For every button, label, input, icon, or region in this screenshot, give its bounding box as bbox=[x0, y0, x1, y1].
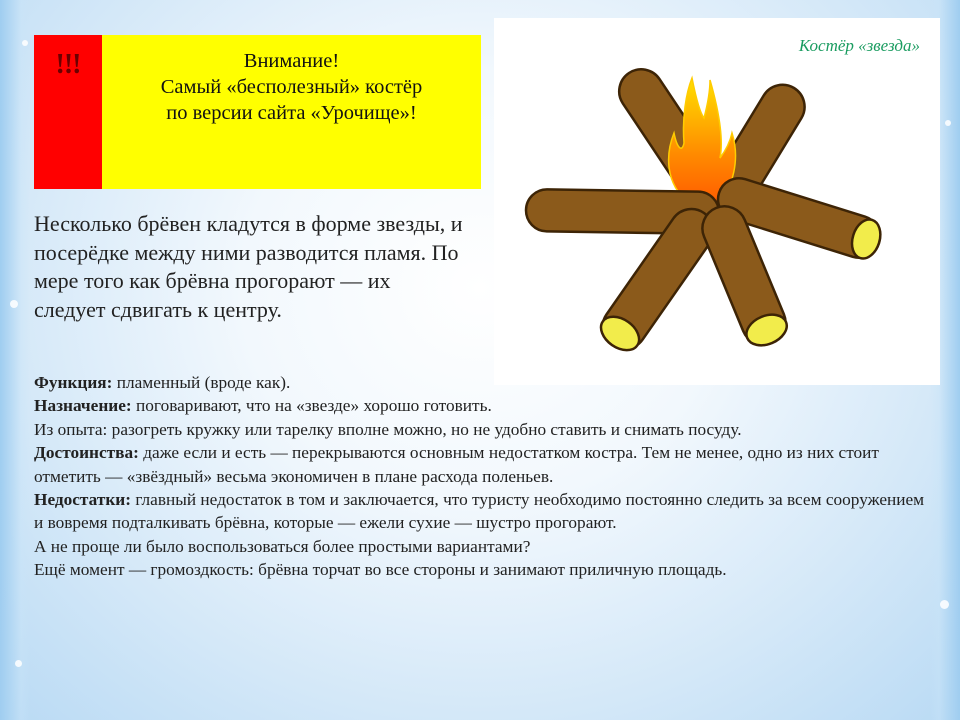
details-label: Достоинства: bbox=[34, 443, 139, 463]
campfire-illustration bbox=[494, 18, 940, 385]
details-text: Ещё момент — громоздкость: брёвна торчат во все стороны и занимают приличную площадь. bbox=[34, 560, 727, 580]
details-section bbox=[34, 371, 934, 582]
details-line bbox=[34, 418, 934, 441]
background-sparkle bbox=[945, 120, 951, 126]
warning-line: по версии сайта «Урочище»! bbox=[166, 102, 417, 124]
intro-paragraph: Несколько брёвен кладутся в форме звезды, и посерёдке между ними разводится пламя. По мере того как брёвна прогорают — их следует сдвигать к центру. bbox=[34, 211, 463, 322]
warning-line: Внимание! bbox=[243, 50, 340, 72]
background-sparkle bbox=[940, 600, 949, 609]
details-line bbox=[34, 535, 934, 558]
details-text: пламенный (вроде как). bbox=[112, 373, 291, 392]
details-label: Функция: bbox=[34, 373, 113, 392]
star-campfire-drawing bbox=[494, 18, 940, 385]
warning-box bbox=[34, 35, 481, 189]
details-text: даже если и есть — перекрываются основным недостатком костра. Тем не менее, одно из них стоит отметить — «звёздный» весьма экономичен в плане расхода поленьев. bbox=[34, 443, 879, 486]
details-label: Недостатки: bbox=[34, 490, 131, 510]
details-line bbox=[34, 371, 934, 394]
details-line bbox=[34, 441, 934, 488]
details-label: Назначение: bbox=[34, 396, 132, 416]
details-text: поговаривают, что на «звезде» хорошо готовить. bbox=[131, 396, 492, 416]
figure-caption: Костёр «звезда» bbox=[798, 36, 920, 55]
background-sparkle bbox=[22, 40, 28, 46]
details-line bbox=[34, 394, 934, 417]
background-sparkle bbox=[10, 300, 18, 308]
details-text: главный недостаток в том и заключается, что туристу необходимо постоянно следить за всем сооружением и вовремя подталкивать брёвна, которые — ежели сухие — шустро прогорают. bbox=[34, 490, 925, 533]
warning-text bbox=[102, 35, 481, 189]
details-line bbox=[34, 488, 934, 535]
details-text: А не проще ли было воспользоваться более простыми вариантами? bbox=[34, 536, 531, 556]
logs-group bbox=[526, 61, 886, 358]
background-sparkle bbox=[15, 660, 22, 667]
details-text: Из опыта: разогреть кружку или тарелку вполне можно, но не удобно ставить и снимать посуду. bbox=[34, 419, 742, 439]
warning-line: Самый «бесполезный» костёр bbox=[160, 76, 423, 98]
warning-marks: !!! bbox=[34, 35, 102, 189]
details-line bbox=[34, 558, 934, 581]
background-edge-left bbox=[0, 0, 30, 720]
